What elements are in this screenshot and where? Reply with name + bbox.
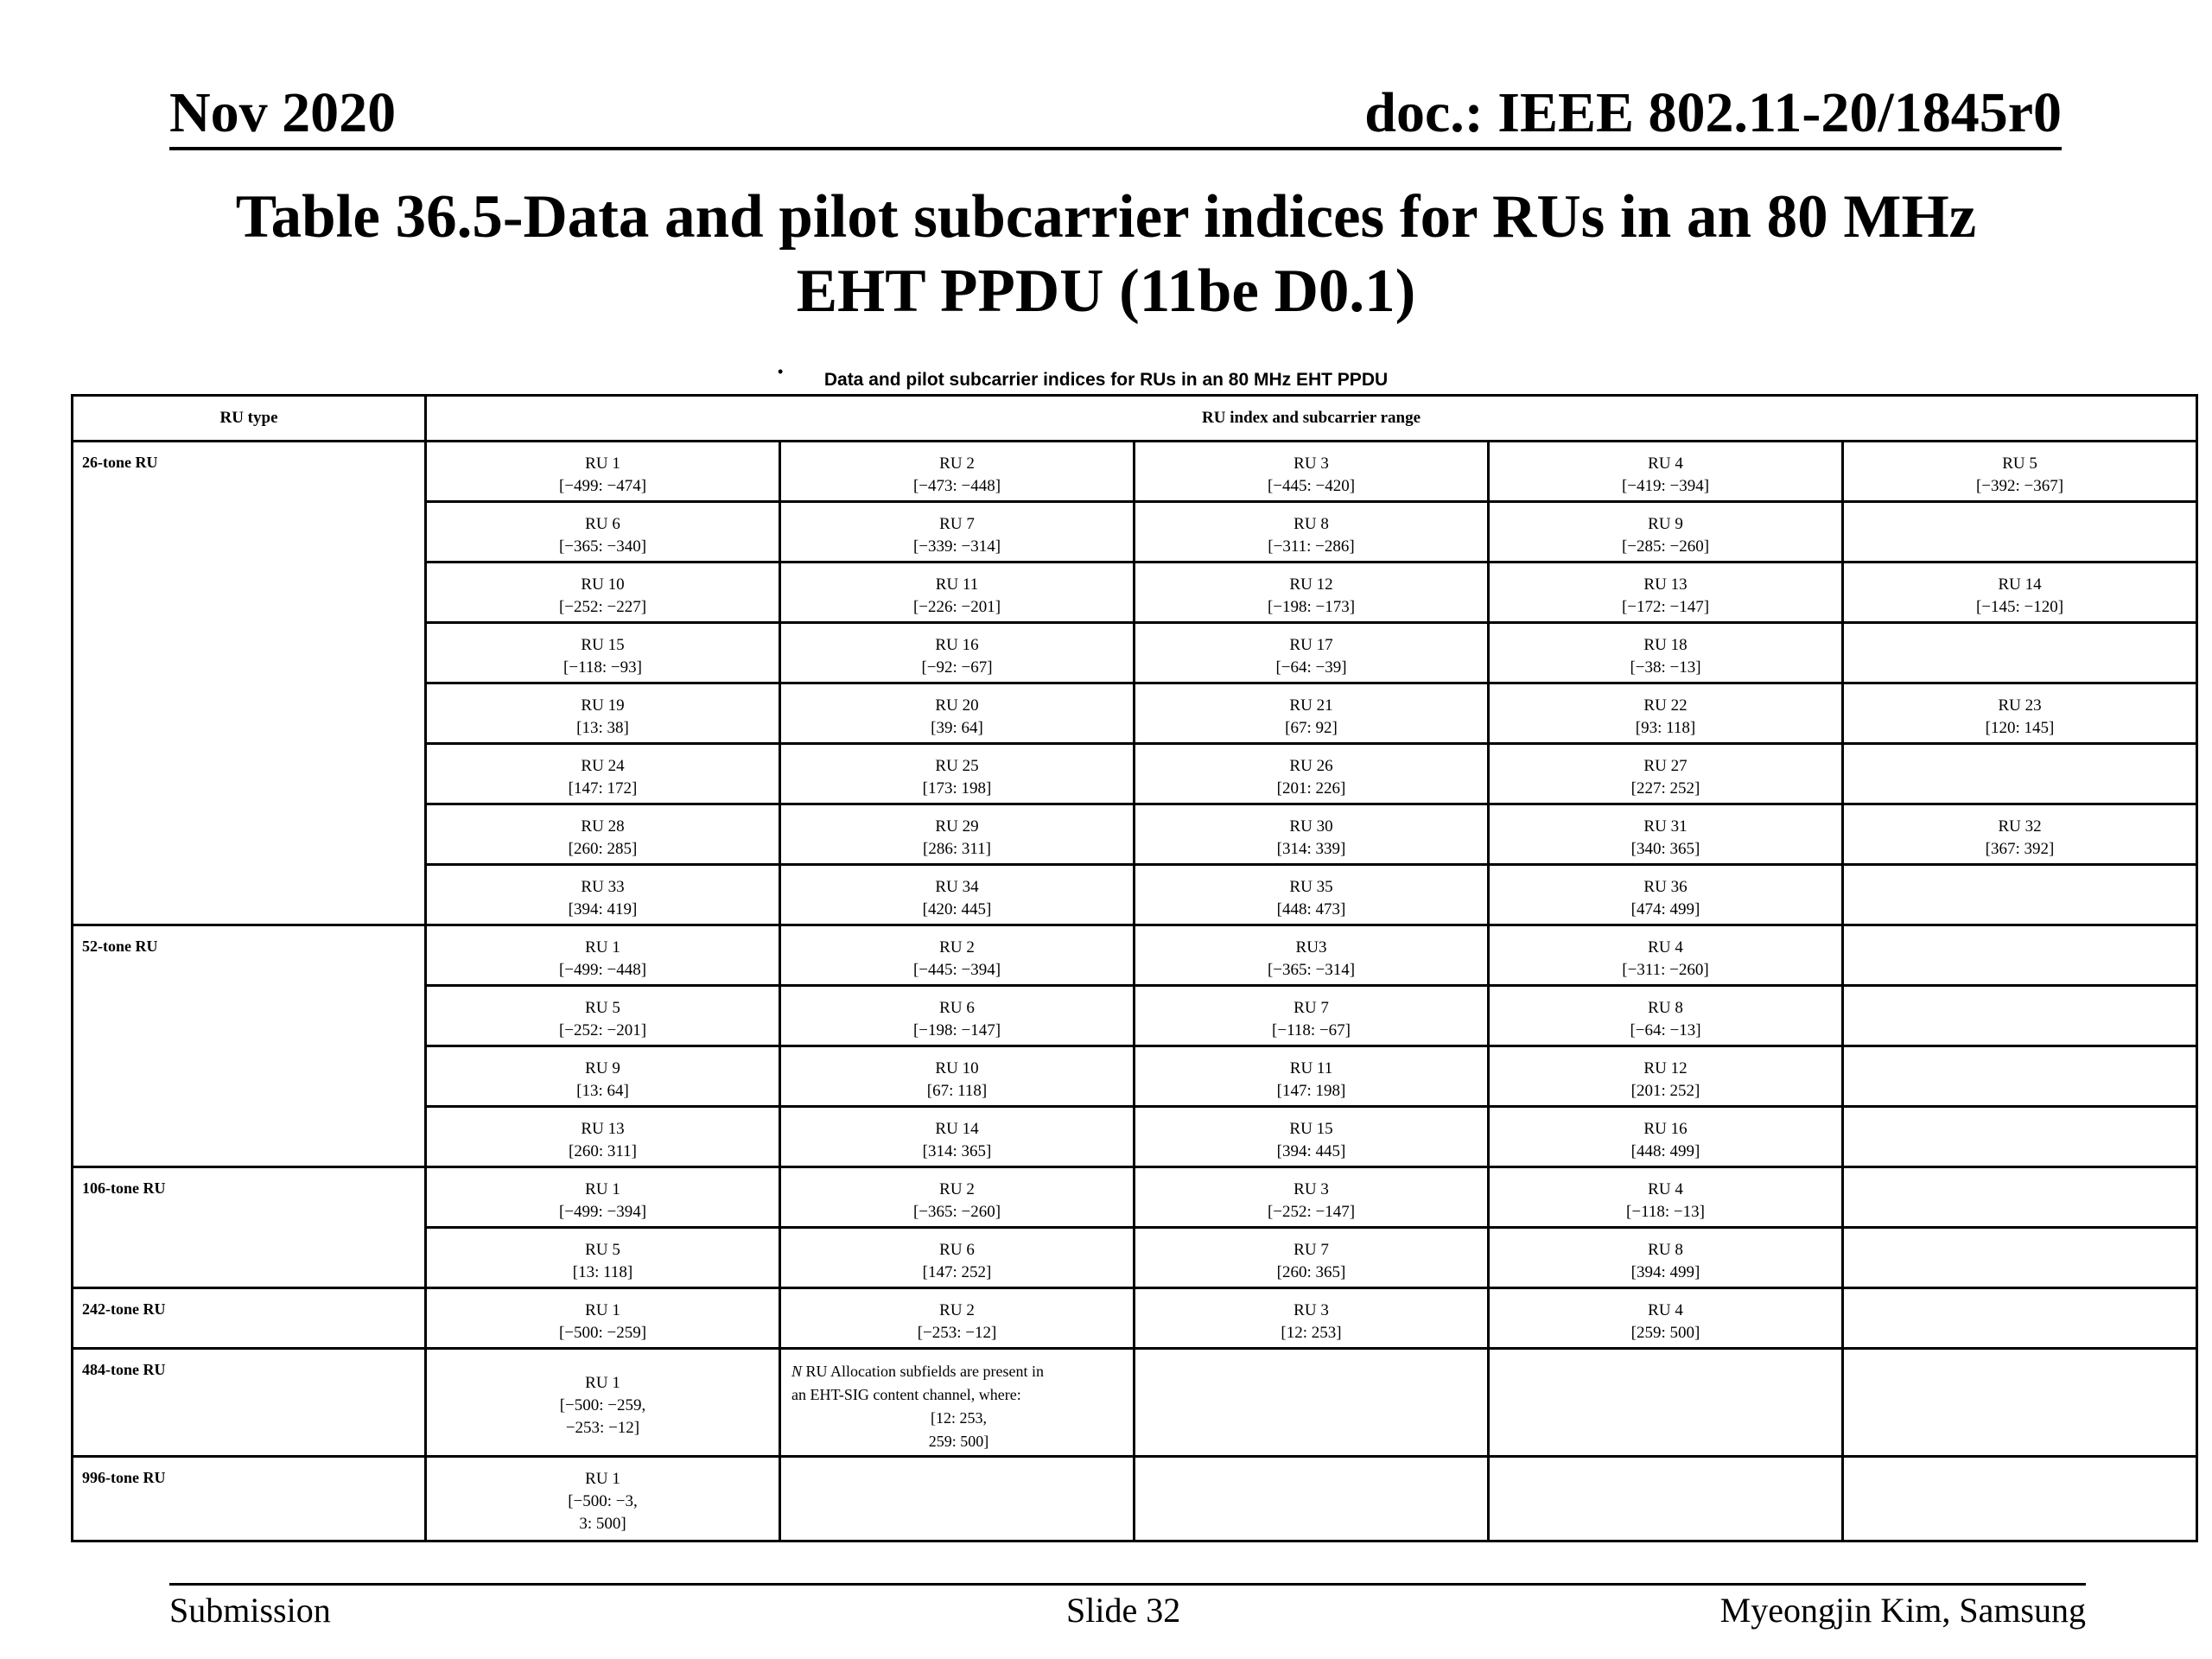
ru-range: [−118: −13] [1626, 1203, 1705, 1221]
ru-range: [260: 285] [568, 840, 638, 858]
ru-cell [426, 1228, 780, 1288]
ru-name: RU 28 [581, 817, 625, 836]
ru-name: RU 5 [585, 1241, 620, 1259]
note-line3: [12: 253, [931, 1409, 987, 1427]
slide-title-line1: Table 36.5-Data and pilot subcarrier indices for RUs in an 80 MHz [235, 183, 1977, 251]
ru-range: [147: 198] [1276, 1082, 1346, 1100]
ru-name: RU 31 [1643, 817, 1688, 836]
ru-cell [780, 683, 1135, 744]
ru-range: [120: 145] [1985, 719, 2055, 737]
ru-name: RU 10 [581, 575, 625, 594]
ru-range: [−419: −394] [1621, 477, 1710, 495]
ru-cell [1135, 563, 1489, 623]
ru-range: [448: 499] [1630, 1142, 1700, 1160]
ru-range: [394: 419] [568, 900, 638, 918]
ru-cell [1135, 986, 1489, 1046]
ru-name: RU 8 [1648, 1241, 1683, 1259]
ru-cell [426, 1288, 780, 1349]
ru-name: RU 34 [935, 878, 979, 896]
ru-range: [−500: −3, [568, 1492, 638, 1510]
ru-range: [201: 226] [1276, 779, 1346, 798]
ru-cell [780, 442, 1135, 502]
ru-name: RU 2 [939, 938, 975, 957]
ru-cell [426, 986, 780, 1046]
ru-range: [−500: −259, [559, 1396, 646, 1414]
ru-cell [1135, 683, 1489, 744]
ru-type-label: 106-tone RU [73, 1167, 426, 1288]
ru-cell [1489, 804, 1843, 865]
ru-cell [780, 865, 1135, 925]
footer-rule [169, 1583, 2086, 1586]
ru-cell [1489, 623, 1843, 683]
caption-bullet: • [778, 363, 784, 380]
ru-name: RU 35 [1289, 878, 1333, 896]
ru-name: RU 12 [1643, 1059, 1688, 1077]
ru-table-body [73, 442, 2197, 1349]
ru-range: [13: 118] [572, 1263, 633, 1281]
ru-range: [−172: −147] [1621, 598, 1710, 616]
empty-cell [1843, 986, 2197, 1046]
ru-name: RU 1 [585, 938, 620, 957]
ru-cell [426, 1046, 780, 1107]
ru-range: [13: 38] [576, 719, 629, 737]
ru-range: [394: 499] [1630, 1263, 1700, 1281]
ru-name: RU 1 [585, 1470, 620, 1488]
ru-range: [−500: −259] [558, 1324, 647, 1342]
table-row [73, 442, 2197, 502]
ru-range: [173: 198] [922, 779, 992, 798]
ru-name: RU 33 [581, 878, 625, 896]
footer-submission: Submission [169, 1591, 331, 1630]
ru-type-label: 52-tone RU [73, 925, 426, 1167]
ru-range: 3: 500] [579, 1515, 626, 1533]
ru-name: RU 5 [585, 999, 620, 1017]
empty-cell [1843, 623, 2197, 683]
empty-cell [1843, 925, 2197, 986]
ru-name: RU 4 [1648, 1301, 1683, 1319]
ru-cell [1489, 563, 1843, 623]
ru-name: RU 7 [1294, 999, 1329, 1017]
empty-cell [1135, 1349, 1489, 1457]
empty-cell [1843, 1228, 2197, 1288]
ru-range: [−252: −201] [558, 1021, 647, 1039]
ru-name: RU 8 [1294, 515, 1329, 533]
empty-cell [1843, 1288, 2197, 1349]
ru-cell [1135, 502, 1489, 563]
ru-range: [−499: −394] [558, 1203, 647, 1221]
ru-cell [426, 563, 780, 623]
ru-cell [780, 744, 1135, 804]
ru-name: RU 27 [1643, 757, 1688, 775]
ru-name: RU 14 [935, 1120, 979, 1138]
header-ru-range: RU index and subcarrier range [426, 396, 2197, 442]
ru-cell [1843, 804, 2197, 865]
ru-range: [−252: −147] [1267, 1203, 1356, 1221]
ru-cell [1489, 744, 1843, 804]
ru-name: RU 13 [1643, 575, 1688, 594]
ru-cell [1843, 442, 2197, 502]
ru-cell-996-1 [426, 1457, 780, 1541]
ru-cell [780, 1228, 1135, 1288]
empty-cell [780, 1457, 1135, 1541]
ru-range: [−226: −201] [912, 598, 1001, 616]
ru-cell [780, 502, 1135, 563]
ru-name: RU 3 [1294, 454, 1329, 473]
ru-cell [1135, 1046, 1489, 1107]
ru-name: RU 1 [585, 1180, 620, 1198]
ru-cell [1489, 502, 1843, 563]
empty-cell [1843, 744, 2197, 804]
ru-name: RU 6 [585, 515, 620, 533]
ru-cell [1135, 744, 1489, 804]
footer-author: Myeongjin Kim, Samsung [1719, 1591, 2086, 1630]
ru-range: [147: 252] [922, 1263, 992, 1281]
ru-range: [−92: −67] [921, 658, 993, 677]
ru-name: RU 11 [1289, 1059, 1333, 1077]
table-row-996 [73, 1457, 2197, 1541]
ru-name: RU 1 [585, 1374, 620, 1392]
ru-name: RU 25 [935, 757, 979, 775]
ru-cell [426, 1107, 780, 1167]
table-row-484 [73, 1349, 2197, 1457]
ru-range: [−252: −227] [558, 598, 647, 616]
ru-cell [1843, 683, 2197, 744]
ru-range: [−311: −260] [1622, 961, 1709, 979]
ru-range: [−145: −120] [1975, 598, 2064, 616]
ru-range: [260: 311] [569, 1142, 637, 1160]
ru-name: RU 18 [1643, 636, 1688, 654]
ru-range: [12: 253] [1281, 1324, 1342, 1342]
ru-range: [260: 365] [1276, 1263, 1346, 1281]
ru-name: RU 11 [935, 575, 979, 594]
ru-name: RU 23 [1998, 696, 2042, 715]
ru-name: RU 8 [1648, 999, 1683, 1017]
ru-cell [780, 563, 1135, 623]
ru-cell [780, 1046, 1135, 1107]
ru-range: [420: 445] [922, 900, 992, 918]
ru-range: [−198: −147] [912, 1021, 1001, 1039]
ru-name: RU 9 [1648, 515, 1683, 533]
ru-name: RU 15 [581, 636, 625, 654]
ru-range: [448: 473] [1276, 900, 1346, 918]
ru-cell [780, 804, 1135, 865]
empty-cell [1843, 1457, 2197, 1541]
ru-name: RU 7 [939, 515, 975, 533]
ru-cell [426, 623, 780, 683]
empty-cell [1135, 1457, 1489, 1541]
ru-name: RU 21 [1289, 696, 1333, 715]
ru-cell [426, 1167, 780, 1228]
ru-cell [1489, 1228, 1843, 1288]
ru-name: RU 3 [1294, 1301, 1329, 1319]
ru-range: [227: 252] [1630, 779, 1700, 798]
header-ru-type: RU type [73, 396, 426, 442]
ru-cell [780, 925, 1135, 986]
ru-name: RU 26 [1289, 757, 1333, 775]
slide-title [86, 180, 2126, 328]
ru-range: [−392: −367] [1975, 477, 2064, 495]
note-italic-n: N [791, 1363, 803, 1380]
ru-range: [−38: −13] [1630, 658, 1701, 677]
ru-name: RU 6 [939, 999, 975, 1017]
table-row [73, 925, 2197, 986]
empty-cell [1843, 1046, 2197, 1107]
ru-note-484 [780, 1349, 1135, 1457]
empty-cell [1843, 1167, 2197, 1228]
ru-range: [−365: −260] [912, 1203, 1001, 1221]
note-line4: 259: 500] [928, 1433, 989, 1450]
ru-range: [−311: −286] [1268, 537, 1355, 556]
ru-cell-484-1 [426, 1349, 780, 1457]
ru-name: RU 20 [935, 696, 979, 715]
ru-range: [286: 311] [923, 840, 991, 858]
ru-cell [780, 986, 1135, 1046]
ru-cell [780, 1288, 1135, 1349]
ru-type-996: 996-tone RU [73, 1457, 426, 1541]
ru-range: [201: 252] [1630, 1082, 1700, 1100]
ru-name: RU 2 [939, 454, 975, 473]
ru-range: [−339: −314] [912, 537, 1001, 556]
ru-cell [780, 1167, 1135, 1228]
ru-range: [−499: −474] [558, 477, 647, 495]
ru-range: [340: 365] [1630, 840, 1700, 858]
ru-name: RU 36 [1643, 878, 1688, 896]
ru-cell [780, 1107, 1135, 1167]
ru-cell [1489, 1167, 1843, 1228]
ru-name: RU 14 [1998, 575, 2042, 594]
ru-cell [426, 502, 780, 563]
ru-range: [−198: −173] [1267, 598, 1356, 616]
ru-range: [259: 500] [1630, 1324, 1700, 1342]
ru-cell [1489, 1046, 1843, 1107]
empty-cell [1489, 1457, 1843, 1541]
ru-cell [1135, 442, 1489, 502]
empty-cell [1843, 1349, 2197, 1457]
ru-cell [1135, 1167, 1489, 1228]
ru-range: [394: 445] [1276, 1142, 1346, 1160]
ru-name: RU 2 [939, 1301, 975, 1319]
ru-type-label: 242-tone RU [73, 1288, 426, 1349]
ru-cell [426, 865, 780, 925]
ru-range: [67: 118] [926, 1082, 988, 1100]
ru-cell [1135, 1107, 1489, 1167]
ru-range: [−64: −13] [1630, 1021, 1701, 1039]
ru-name: RU 16 [935, 636, 979, 654]
ru-cell [1489, 1288, 1843, 1349]
ru-name: RU 4 [1648, 1180, 1683, 1198]
header-date: Nov 2020 [169, 81, 397, 144]
ru-range: [−499: −448] [558, 961, 647, 979]
ru-cell [426, 683, 780, 744]
ru-range: [−445: −420] [1267, 477, 1356, 495]
ru-range: [314: 365] [922, 1142, 992, 1160]
ru-name: RU 30 [1289, 817, 1333, 836]
ru-cell [1135, 865, 1489, 925]
ru-cell [1135, 925, 1489, 986]
ru-range: [−285: −260] [1621, 537, 1710, 556]
ru-range: [−64: −39] [1275, 658, 1347, 677]
ru-type-484: 484-tone RU [73, 1349, 426, 1457]
ru-name: RU 16 [1643, 1120, 1688, 1138]
ru-cell [1489, 1107, 1843, 1167]
ru-range: [367: 392] [1985, 840, 2055, 858]
ru-name: RU 15 [1289, 1120, 1333, 1138]
table-row [73, 1167, 2197, 1228]
ru-cell [1135, 623, 1489, 683]
ru-name: RU 4 [1648, 938, 1683, 957]
ru-name: RU 10 [935, 1059, 979, 1077]
ru-name: RU 24 [581, 757, 625, 775]
ru-cell [426, 804, 780, 865]
ru-range: [−473: −448] [912, 477, 1001, 495]
slide-title-line2: EHT PPDU (11be D0.1) [796, 257, 1416, 325]
ru-range: [314: 339] [1276, 840, 1346, 858]
ru-name: RU 12 [1289, 575, 1333, 594]
ru-range: [93: 118] [1635, 719, 1696, 737]
ru-name: RU 6 [939, 1241, 975, 1259]
ru-range: [−445: −394] [912, 961, 1001, 979]
ru-cell [426, 442, 780, 502]
ru-cell [780, 623, 1135, 683]
ru-name: RU 5 [2002, 454, 2037, 473]
ru-name: RU 1 [585, 454, 620, 473]
ru-cell [1843, 563, 2197, 623]
ru-name: RU3 [1295, 938, 1327, 957]
ru-range: [39: 64] [931, 719, 983, 737]
ru-name: RU 29 [935, 817, 979, 836]
ru-name: RU 32 [1998, 817, 2042, 836]
ru-range: [13: 64] [576, 1082, 629, 1100]
ru-table-body-large [73, 1349, 2197, 1541]
ru-cell [426, 925, 780, 986]
ru-table [71, 394, 2198, 1542]
ru-name: RU 9 [585, 1059, 620, 1077]
ru-range: [−253: −12] [917, 1324, 997, 1342]
ru-name: RU 4 [1648, 454, 1683, 473]
table-row [73, 1288, 2197, 1349]
ru-name: RU 13 [581, 1120, 625, 1138]
ru-cell [1135, 1228, 1489, 1288]
note-line1: RU Allocation subfields are present in [802, 1363, 1044, 1380]
ru-cell [1489, 442, 1843, 502]
ru-range: [−118: −67] [1272, 1021, 1351, 1039]
ru-range: [−365: −314] [1267, 961, 1356, 979]
ru-cell [1489, 865, 1843, 925]
ru-range: [147: 172] [568, 779, 638, 798]
ru-name: RU 19 [581, 696, 625, 715]
ru-range: −253: −12] [565, 1419, 640, 1437]
header-rule [169, 147, 2062, 150]
ru-range: [474: 499] [1630, 900, 1700, 918]
ru-range: [−118: −93] [563, 658, 642, 677]
note-line2: an EHT-SIG content channel, where: [791, 1386, 1021, 1403]
ru-range: [67: 92] [1285, 719, 1338, 737]
empty-cell [1843, 865, 2197, 925]
ru-cell [1489, 683, 1843, 744]
header-doc-id: doc.: IEEE 802.11-20/1845r0 [1364, 81, 2062, 144]
ru-cell [1135, 804, 1489, 865]
table-caption: Data and pilot subcarrier indices for RUs in an 80 MHz EHT PPDU [823, 370, 1389, 390]
ru-cell [1489, 986, 1843, 1046]
empty-cell [1843, 502, 2197, 563]
ru-name: RU 2 [939, 1180, 975, 1198]
ru-name: RU 22 [1643, 696, 1688, 715]
empty-cell [1843, 1107, 2197, 1167]
empty-cell [1489, 1349, 1843, 1457]
ru-cell [426, 744, 780, 804]
ru-cell [1135, 1288, 1489, 1349]
ru-name: RU 7 [1294, 1241, 1329, 1259]
ru-type-label: 26-tone RU [73, 442, 426, 925]
footer-slide-number: Slide 32 [1066, 1591, 1181, 1630]
ru-name: RU 3 [1294, 1180, 1329, 1198]
ru-range: [−365: −340] [558, 537, 647, 556]
ru-name: RU 17 [1289, 636, 1333, 654]
ru-cell [1489, 925, 1843, 986]
ru-name: RU 1 [585, 1301, 620, 1319]
